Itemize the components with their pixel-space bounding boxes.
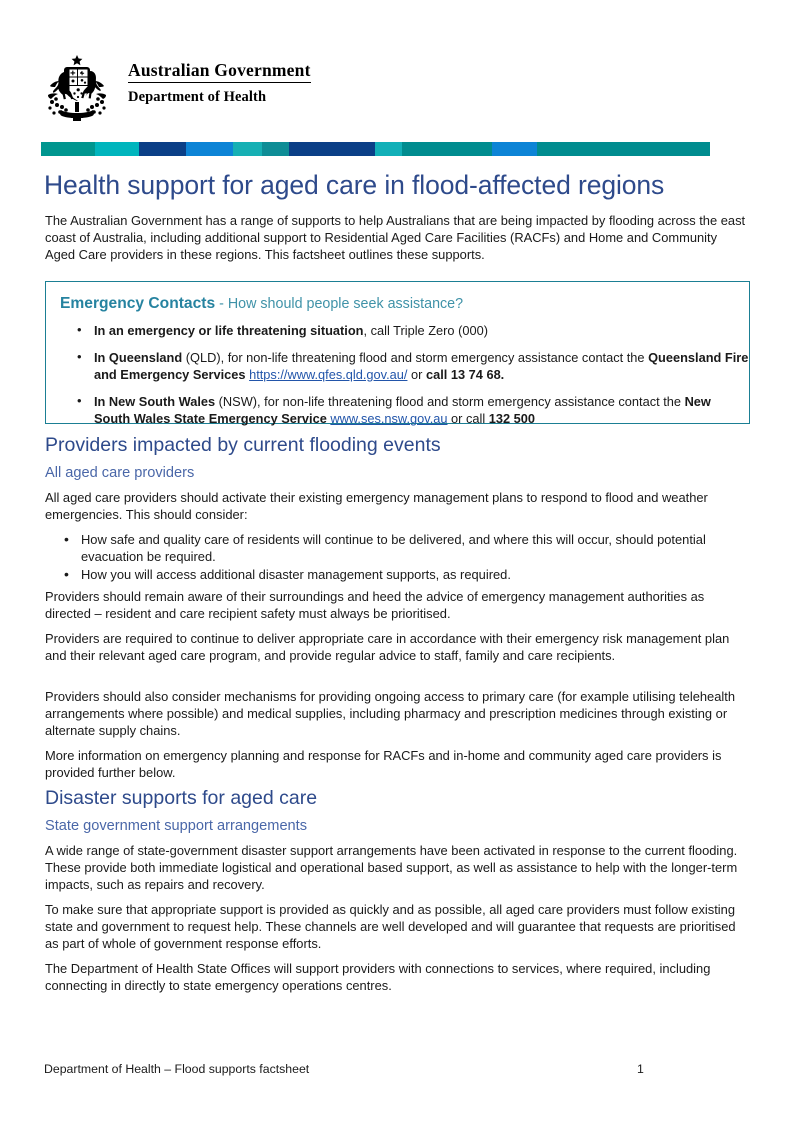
emergency-item-rest: , call Triple Zero (000) bbox=[363, 323, 488, 338]
emergency-contacts-list bbox=[46, 322, 749, 427]
section-subheading-state-government: State government support arrangements bbox=[45, 818, 308, 834]
page-title: Health support for aged care in flood-affected regions bbox=[44, 170, 665, 200]
colour-bar-segment-9 bbox=[492, 142, 537, 156]
list-item bbox=[46, 349, 749, 383]
paragraph-request-help-channels: To make sure that appropriate support is provided as quickly and as possible, all aged care providers must follow existing state and government to request help. These channels are well developed and will guarantee that requests are prioritised as part of whole of government response efforts. bbox=[45, 902, 736, 952]
document-header bbox=[44, 52, 311, 124]
australian-coat-of-arms-icon bbox=[44, 52, 110, 124]
paragraph-state-arrangements: A wide range of state-government disaster support arrangements have been activated in response to the current flooding. These provide both immediate logistical and operational based support, as well as assistance to help with the longer-term impacts, such as repairs and recovery. bbox=[45, 843, 738, 893]
footer-text: Department of Health – Flood supports factsheet bbox=[44, 1062, 310, 1076]
emergency-contacts-box bbox=[45, 281, 750, 427]
emergency-item-org: Queensland Fire and Emergency Services bbox=[94, 350, 749, 383]
paragraph-remain-aware: Providers should remain aware of their surroundings and heed the advice of emergency management authorities as directed – resident and care recipient safety must always be prioritised. bbox=[45, 589, 705, 622]
colour-bar-segment-4 bbox=[233, 142, 262, 156]
emergency-item-lead: In Queensland bbox=[94, 350, 183, 366]
government-wordmark bbox=[128, 52, 311, 106]
brand-colour-bar bbox=[41, 142, 710, 156]
list-item: • How safe and quality care of residents will continue to be delivered, and where this will occur, should potential evacuation be required. bbox=[45, 531, 747, 565]
colour-bar-segment-1 bbox=[95, 142, 139, 156]
emergency-item-tail-pre: or bbox=[407, 367, 426, 383]
emergency-item-mid: (NSW), for non-life threatening flood and storm emergency assistance contact the bbox=[215, 394, 685, 410]
paragraph-activate-plans: All aged care providers should activate their existing emergency management plans to respond to flood and weather emergencies. This should consider: bbox=[45, 490, 708, 523]
section-heading-disaster-supports: Disaster supports for aged care bbox=[45, 787, 318, 809]
colour-bar-segment-5 bbox=[262, 142, 289, 156]
paragraph-deliver-appropriate-care: Providers are required to continue to deliver appropriate care in accordance with their emergency risk management plan and their relevant aged care program, and provide regular advice to staff, family and care recipients. bbox=[45, 631, 730, 664]
emergency-item-tail-pre: or call bbox=[447, 411, 489, 427]
emergency-contacts-heading-strong: Emergency Contacts bbox=[60, 295, 216, 312]
emergency-item-org: New South Wales State Emergency Service bbox=[94, 394, 711, 427]
emergency-item-mid: (QLD), for non-life threatening flood and storm emergency assistance contact the bbox=[182, 350, 649, 366]
list-item bbox=[46, 322, 749, 339]
colour-bar-segment-0 bbox=[41, 142, 95, 156]
providers-considerations-list bbox=[45, 531, 747, 584]
qfes-link[interactable]: https://www.qfes.qld.gov.au/ bbox=[249, 367, 408, 383]
colour-bar-segment-8 bbox=[402, 142, 492, 156]
australian-government-text: Australian Government bbox=[128, 60, 311, 83]
emergency-item-lead: In New South Wales bbox=[94, 394, 216, 410]
colour-bar-segment-10 bbox=[537, 142, 710, 156]
list-item bbox=[46, 393, 749, 427]
department-of-health-text: Department of Health bbox=[128, 89, 267, 106]
colour-bar-segment-2 bbox=[139, 142, 186, 156]
emergency-item-tail-bold: call 13 74 68. bbox=[425, 367, 505, 383]
emergency-item-lead: In an emergency or life threatening situation bbox=[94, 323, 364, 338]
intro-paragraph: The Australian Government has a range of supports to help Australians that are being impacted by flooding across the east coast of Australia, including additional support to Residential Aged Care Facilities (RACFs) and Home and Community Aged Care providers in these regions. This factsheet outlines these supports. bbox=[45, 213, 746, 263]
colour-bar-segment-3 bbox=[186, 142, 233, 156]
section-subheading-all-aged-care-providers: All aged care providers bbox=[45, 465, 195, 481]
page-number: 1 bbox=[637, 1062, 644, 1076]
emergency-contacts-heading bbox=[60, 295, 749, 313]
list-item: • How you will access additional disaster management supports, as required. bbox=[45, 566, 747, 583]
section-heading-providers-impacted: Providers impacted by current flooding events bbox=[45, 434, 441, 456]
colour-bar-segment-7 bbox=[375, 142, 402, 156]
paragraph-more-information: More information on emergency planning and response for RACFs and in-home and community aged care providers is provided further below. bbox=[45, 748, 722, 781]
colour-bar-segment-6 bbox=[289, 142, 375, 156]
paragraph-primary-care-mechanisms: Providers should also consider mechanisms for providing ongoing access to primary care (for example utilising telehealth arrangements where possible) and medical supplies, including pharmacy and prescription medicines through existing or alternate supply chains. bbox=[45, 689, 735, 739]
emergency-contacts-heading-sub: - How should people seek assistance? bbox=[215, 296, 464, 312]
paragraph-state-offices-support: The Department of Health State Offices will support providers with connections to services, where required, including connecting in directly to state emergency operations centres. bbox=[45, 961, 711, 994]
emergency-item-tail-bold: 132 500 bbox=[488, 411, 536, 427]
ses-nsw-link[interactable]: www.ses.nsw.gov.au bbox=[330, 411, 448, 427]
